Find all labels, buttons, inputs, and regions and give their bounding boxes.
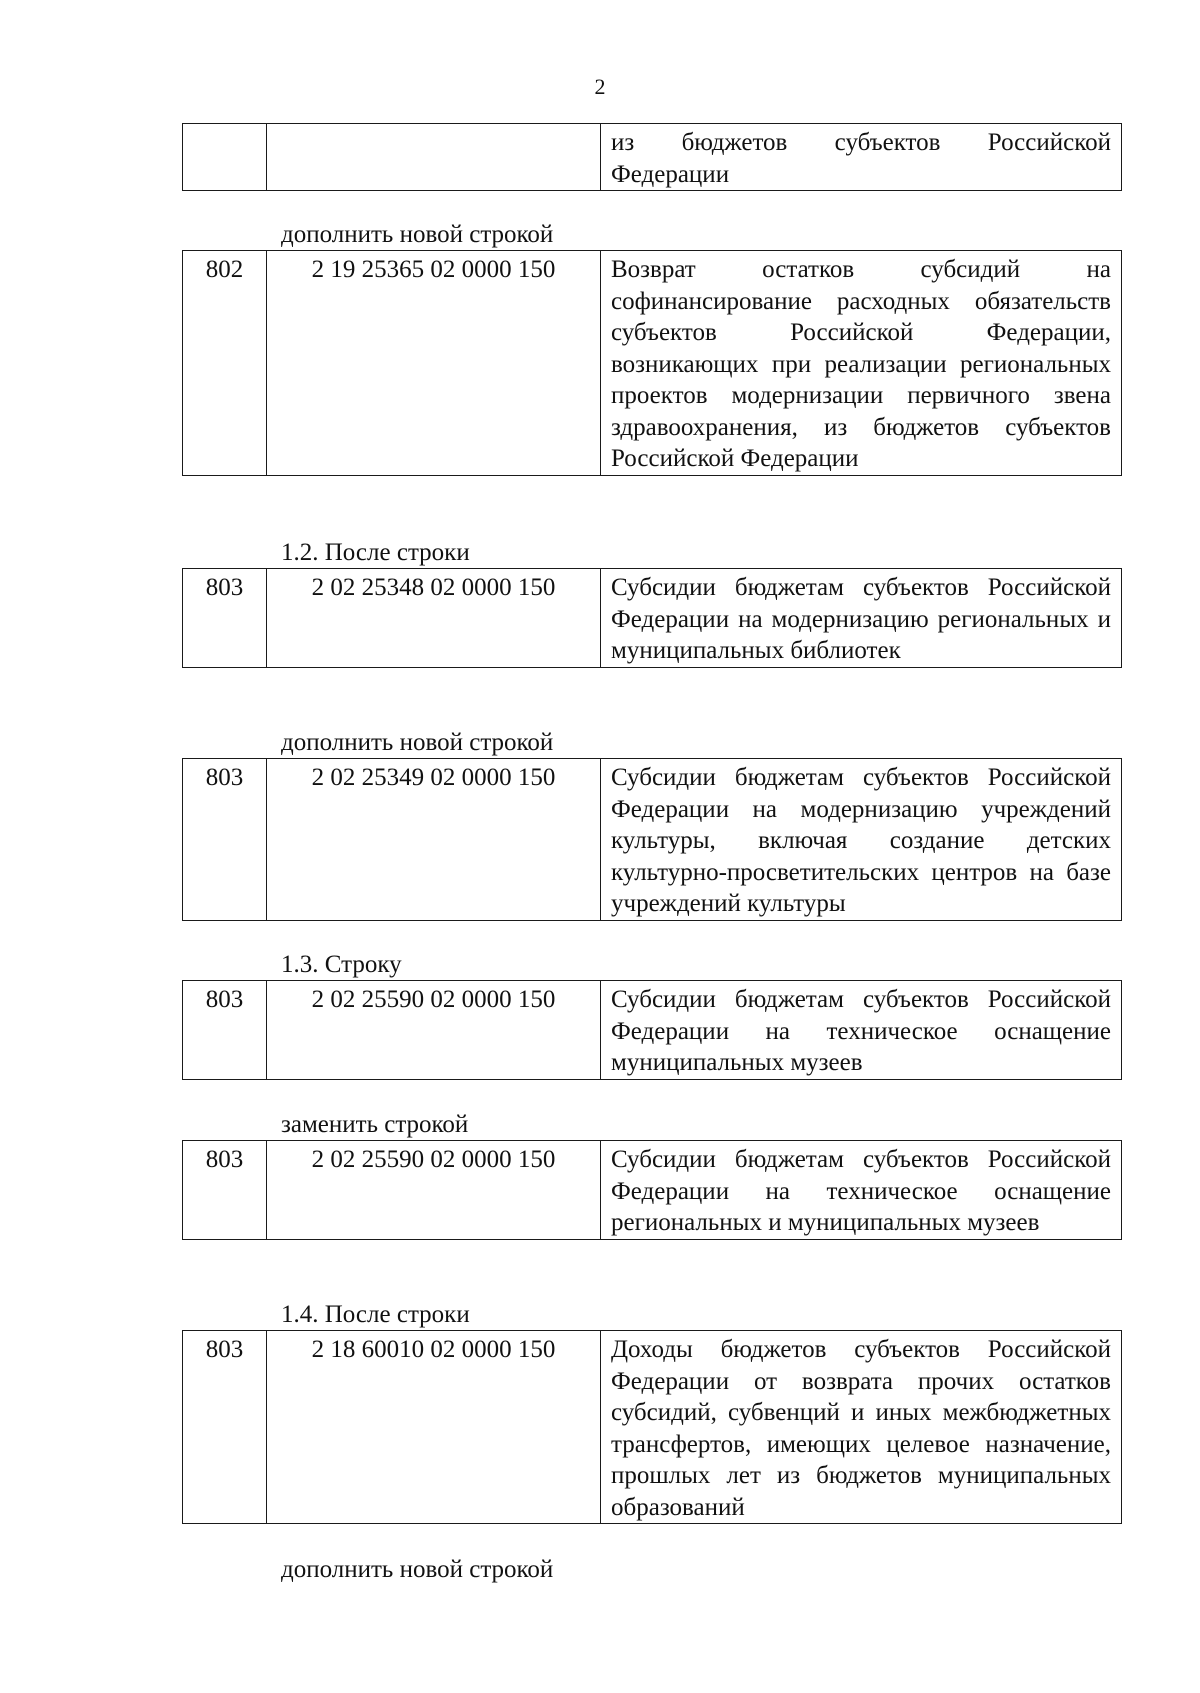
- budget-table: [182, 568, 1122, 668]
- description-cell: из бюджетов субъектов Российской Федерации: [601, 124, 1122, 191]
- description-cell: Доходы бюджетов субъектов Российской Федерации от возврата прочих остатков субсидий, субвенций и иных межбюджетных трансфертов, имеющих целевое назначение, прошлых лет из бюджетов муниципальных образований: [601, 1331, 1122, 1524]
- admin-code-cell: 803: [183, 1141, 267, 1240]
- table-row: [183, 759, 1122, 921]
- admin-code-cell: 802: [183, 251, 267, 476]
- description-cell: Субсидии бюджетам субъектов Российской Федерации на техническое оснащение муниципальных музеев: [601, 981, 1122, 1080]
- budget-table-continuation: [182, 123, 1122, 191]
- description-cell: Субсидии бюджетам субъектов Российской Федерации на модернизацию учреждений культуры, включая создание детских культурно-просветительских центров на базе учреждений культуры: [601, 759, 1122, 921]
- page-number: 2: [594, 74, 606, 99]
- description-cell: Субсидии бюджетам субъектов Российской Федерации на модернизацию региональных и муниципальных библиотек: [601, 569, 1122, 668]
- admin-code-cell: [183, 124, 267, 191]
- budget-table: [182, 758, 1122, 921]
- instruction-text: заменить строкой: [281, 1111, 469, 1138]
- kbk-code-cell: 2 02 25590 02 0000 150: [267, 981, 601, 1080]
- budget-table: [182, 1330, 1122, 1524]
- table-row: [183, 569, 1122, 668]
- admin-code-cell: 803: [183, 759, 267, 921]
- admin-code-cell: 803: [183, 1331, 267, 1524]
- budget-table: [182, 250, 1122, 476]
- closing-instruction-text: дополнить новой строкой: [281, 1556, 554, 1583]
- description-cell: Возврат остатков субсидий на софинансирование расходных обязательств субъектов Российской Федерации, возникающих при реализации региональных проектов модернизации первичного звена здравоохранения, из бюджетов субъектов Российской Федерации: [601, 251, 1122, 476]
- table-row: [183, 251, 1122, 476]
- table-row: [183, 124, 1122, 191]
- table-row: [183, 1331, 1122, 1524]
- instruction-text: 1.3. Строку: [281, 951, 402, 978]
- description-cell: Субсидии бюджетам субъектов Российской Федерации на техническое оснащение региональных и муниципальных музеев: [601, 1141, 1122, 1240]
- kbk-code-cell: 2 18 60010 02 0000 150: [267, 1331, 601, 1524]
- instruction-text: дополнить новой строкой: [281, 729, 554, 756]
- kbk-code-cell: 2 02 25349 02 0000 150: [267, 759, 601, 921]
- instruction-text: дополнить новой строкой: [281, 221, 554, 248]
- admin-code-cell: 803: [183, 569, 267, 668]
- table-row: [183, 1141, 1122, 1240]
- kbk-code-cell: 2 02 25590 02 0000 150: [267, 1141, 601, 1240]
- instruction-text: 1.4. После строки: [281, 1301, 470, 1328]
- kbk-code-cell: [267, 124, 601, 191]
- kbk-code-cell: 2 19 25365 02 0000 150: [267, 251, 601, 476]
- budget-table: [182, 980, 1122, 1080]
- instruction-text: 1.2. После строки: [281, 539, 470, 566]
- admin-code-cell: 803: [183, 981, 267, 1080]
- budget-table: [182, 1140, 1122, 1240]
- table-row: [183, 981, 1122, 1080]
- kbk-code-cell: 2 02 25348 02 0000 150: [267, 569, 601, 668]
